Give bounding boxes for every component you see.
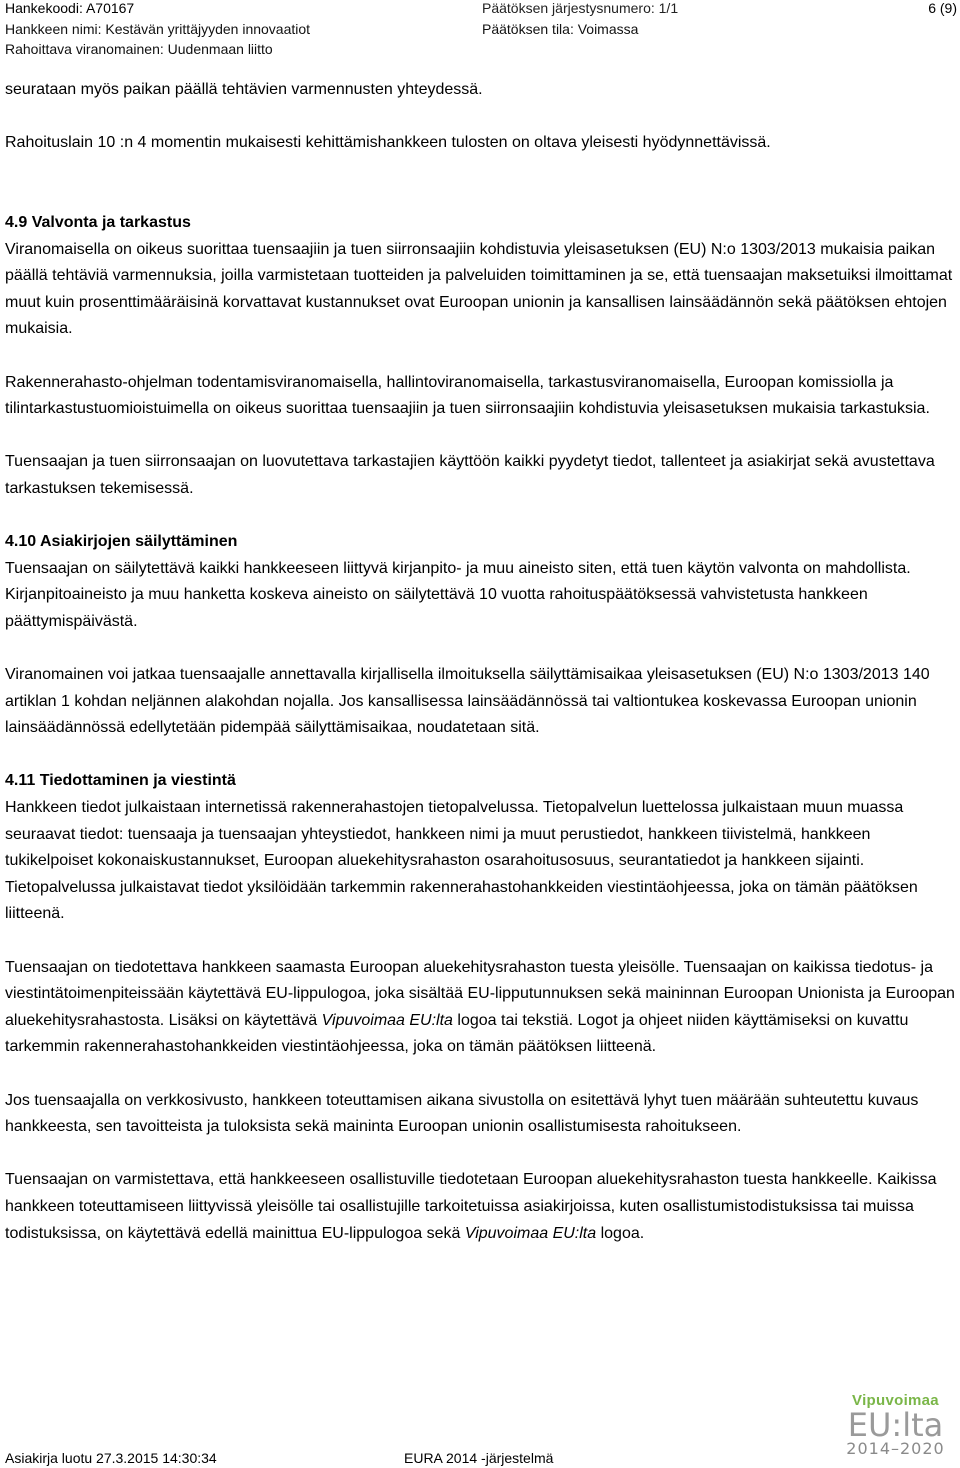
document-body <box>5 77 957 1247</box>
paragraph: seurataan myös paikan päällä tehtävien varmennusten yhteydessä. <box>5 81 483 98</box>
logo-line-1: Vipuvoimaa <box>852 1392 939 1409</box>
italic-text: Vipuvoimaa EU:lta <box>321 1011 453 1029</box>
italic-text: Vipuvoimaa EU:lta <box>464 1224 597 1242</box>
paragraph: Tuensaajan ja tuen siirronsaajan on luovutettava tarkastajien käyttöön kaikki pyydetyt tiedot, tallenteet ja asiakirjat sekä avustettava tarkastuksen tekemisessä. <box>5 453 935 497</box>
paragraph: Jos tuensaajalla on verkkosivusto, hankkeen toteuttamisen aikana sivustolla on esitettävä lyhyt tuen määrään suhteutettu kuvaus hankkeesta, sen tavoitteista ja tuloksista sekä maininta Euroopan unionin osallistumisesta rahoitukseen. <box>5 1091 919 1136</box>
text: logoa tai tekstiä. Logot ja ohjeet niiden käyttämiseksi on kuvattu tarkemmin rakennerahastohankkeiden viestintäohjeessa, joka on tämän päätöksen liitteenä. <box>5 1011 909 1056</box>
vipuvoimaa-logo <box>843 1392 948 1464</box>
paragraph: Rahoituslain 10 :n 4 momentin mukaisesti kehittämishankkeen tulosten on oltava yleisesti hyödynnettävissä. <box>5 134 771 152</box>
page-number: 6 (9) <box>928 0 957 16</box>
funding-authority: Rahoittava viranomainen: Uudenmaan liitto <box>5 41 273 57</box>
header-middle <box>482 0 678 41</box>
footer-system: EURA 2014 -järjestelmä <box>404 1450 554 1466</box>
project-name: Hankkeen nimi: Kestävän yrittäjyyden innovaatiot <box>5 20 311 37</box>
decision-number: Päätöksen järjestysnumero: 1/1 <box>482 0 679 16</box>
footer-created: Asiakirja luotu 27.3.2015 14:30:34 <box>5 1450 217 1466</box>
logo-line-2: EU:lta <box>847 1406 944 1444</box>
section-heading-4-10: 4.10 Asiakirjojen säilyttäminen <box>5 533 238 551</box>
text: Tuensaajan on tiedotettava hankkeen saamasta Euroopan aluekehitysrahaston tuesta yleisölle. Tuensaajan on kaikissa tiedotus- ja viestintätoimenpiteissään käytettävä EU-lippulogoa, joka sisältää EU-lipputunnuksen sekä maininnan Euroopan Unionista ja Euroopan aluekehitysrahastosta. Lisäksi on käytettävä <box>5 958 955 1029</box>
section-heading-4-11: 4.11 Tiedottaminen ja viestintä <box>5 772 236 790</box>
paragraph <box>5 955 957 1061</box>
paragraph: Rakennerahasto-ohjelman todentamisviranomaisella, hallintoviranomaisella, tarkastusviranomaisella, Euroopan komissiolla ja tilintarkastustuomioistuimella on oikeus suorittaa tuensaajiin ja tuen siirronsaajiin kohdistuvia yleisasetuksen mukaisia tarkastuksia. <box>5 373 930 418</box>
logo-line-3: 2014–2020 <box>846 1439 945 1458</box>
paragraph: Viranomaisella on oikeus suorittaa tuensaajiin ja tuen siirronsaajiin kohdistuvia yleisasetuksen (EU) N:o 1303/2013 mukaisia paikan päällä tehtäviä varmennuksia, joilla varmistetaan tuotteiden ja palveluiden toimittaminen ja se, että tuensaajan maksetuiksi ilmoittamat muut kuin prosenttimääräisinä korvattavat kustannukset ovat Euroopan unionin ja kansallisen lainsäädännön sekä päätöksen ehtojen mukaisia. <box>5 240 953 338</box>
paragraph <box>5 1167 957 1247</box>
paragraph: Tuensaajan on säilytettävä kaikki hankkeeseen liittyvä kirjanpito- ja muu aineisto siten, että tuen käytön valvonta on mahdollista. Kirjanpitoaineisto ja muu hanketta koskeva aineisto on säilytettävä 10 vuotta rahoituspäätöksessä vahvistetusta hankkeen päättymispäivästä. <box>5 559 911 630</box>
paragraph: Hankkeen tiedot julkaistaan internetissä rakennerahastojen tietopalvelussa. Tietopalvelun luettelossa julkaistaan muun muassa seuraavat tiedot: tuensaaja ja tuensaajan yhteystiedot, hankkeen nimi ja muut perustiedot, hankkeen tiivistelmä, hankkeen tukikelpoiset kokonaiskustannukset, Euroopan aluekehitysrahaston osarahoitusosuus, seurantatiedot ja hankkeen sijainti. Tietopalvelussa julkaistavat tiedot yksilöidään tarkemmin rakennerahastohankkeiden viestintäohjeessa, joka on tämän päätöksen liitteenä. <box>5 799 918 923</box>
section-heading-4-9: 4.9 Valvonta ja tarkastus <box>5 213 191 231</box>
paragraph: Viranomainen voi jatkaa tuensaajalle annettavalla kirjallisella ilmoituksella säilyttämisaikaa yleisasetuksen (EU) N:o 1303/2013 140 artiklan 1 kohdan neljännen alakohdan nojalla. Jos kansallisessa lainsäädännössä tai valtiontukea koskevassa Euroopan unionin lainsäädännössä edellytetään pidempää säilyttämisaikaa, noudatetaan sitä. <box>5 666 930 737</box>
decision-state: Päätöksen tila: Voimassa <box>482 20 639 37</box>
text: Tuensaajan on varmistettava, että hankkeeseen osallistuville tiedotetaan Euroopan aluekehitysrahaston tuesta hankkeelle. Kaikissa hankkeen toteuttamiseen liittyvissä yleisölle tai osallistujille tarkoitetuissa asiakirjoissa, kuten osallistumistodistuksissa tai muissa todistuksissa, on käytettävä edellä mainittua EU-lippulogoa sekä <box>5 1171 937 1242</box>
header-left <box>5 0 310 62</box>
project-code: Hankekoodi: A70167 <box>5 0 135 16</box>
text: logoa. <box>596 1224 645 1242</box>
